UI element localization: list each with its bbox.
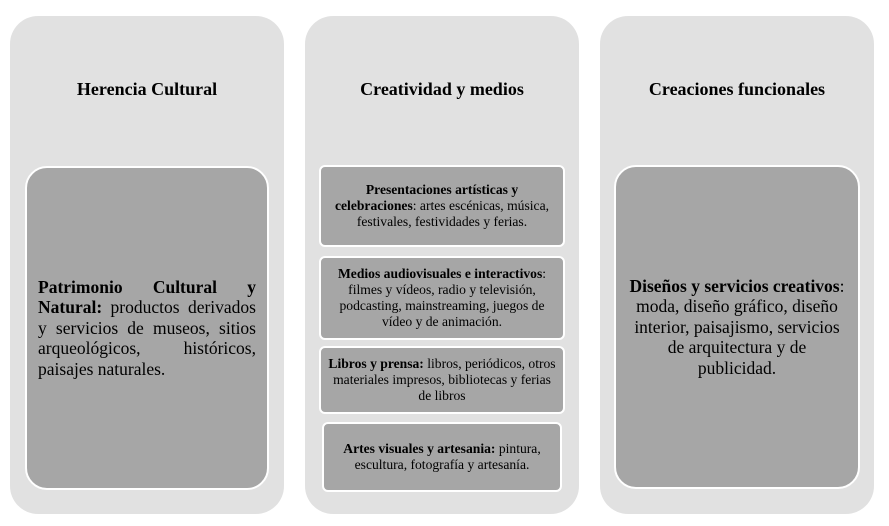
column-herencia-cultural [10, 16, 284, 514]
category-name: Patrimonio Cultural y Natural: [38, 276, 256, 318]
category-box-presentaciones [319, 165, 565, 247]
category-description: pintura, escultura, fotografía y artesanía. [354, 441, 541, 472]
category-text [330, 441, 554, 473]
category-text [38, 277, 256, 380]
category-description: libros, periódicos, otros materiales impresos, bibliotecas y ferias de libros [333, 356, 556, 403]
category-name: Artes visuales y artesania: [343, 441, 496, 456]
category-name: Presentaciones artísticas y celebraciones [334, 182, 519, 213]
column-creaciones-funcionales [600, 16, 874, 514]
column-title: Creatividad y medios [360, 79, 524, 99]
category-description: : artes escénicas, música, festivales, festividades y ferias. [356, 198, 550, 229]
category-description: : moda, diseño gráfico, diseño interior, paisajismo, servicios de arquitectura y de publicidad. [634, 275, 845, 378]
category-name: Diseños y servicios creativos [629, 275, 840, 296]
category-box-audiovisuales [319, 256, 565, 340]
column-creatividad-medios [305, 16, 579, 514]
category-name: Medios audiovisuales e interactivos [337, 266, 543, 281]
category-text [327, 356, 557, 404]
category-description: productos derivados y servicios de museos, sitios arqueológicos, históricos, paisajes naturales. [38, 297, 256, 379]
category-text [327, 182, 557, 230]
category-box-patrimonio [25, 166, 269, 490]
column-title: Creaciones funcionales [648, 79, 826, 99]
category-name: Libros y prensa: [328, 356, 424, 371]
category-text [327, 266, 557, 330]
category-box-libros-prensa [319, 346, 565, 414]
column-title: Herencia Cultural [76, 79, 218, 99]
category-box-artes-visuales [322, 422, 562, 492]
category-description: : filmes y vídeos, radio y televisión, podcasting, mainstreaming, juegos de vídeo y de animación. [339, 266, 547, 329]
category-box-disenos [614, 165, 860, 489]
category-text [628, 276, 846, 379]
